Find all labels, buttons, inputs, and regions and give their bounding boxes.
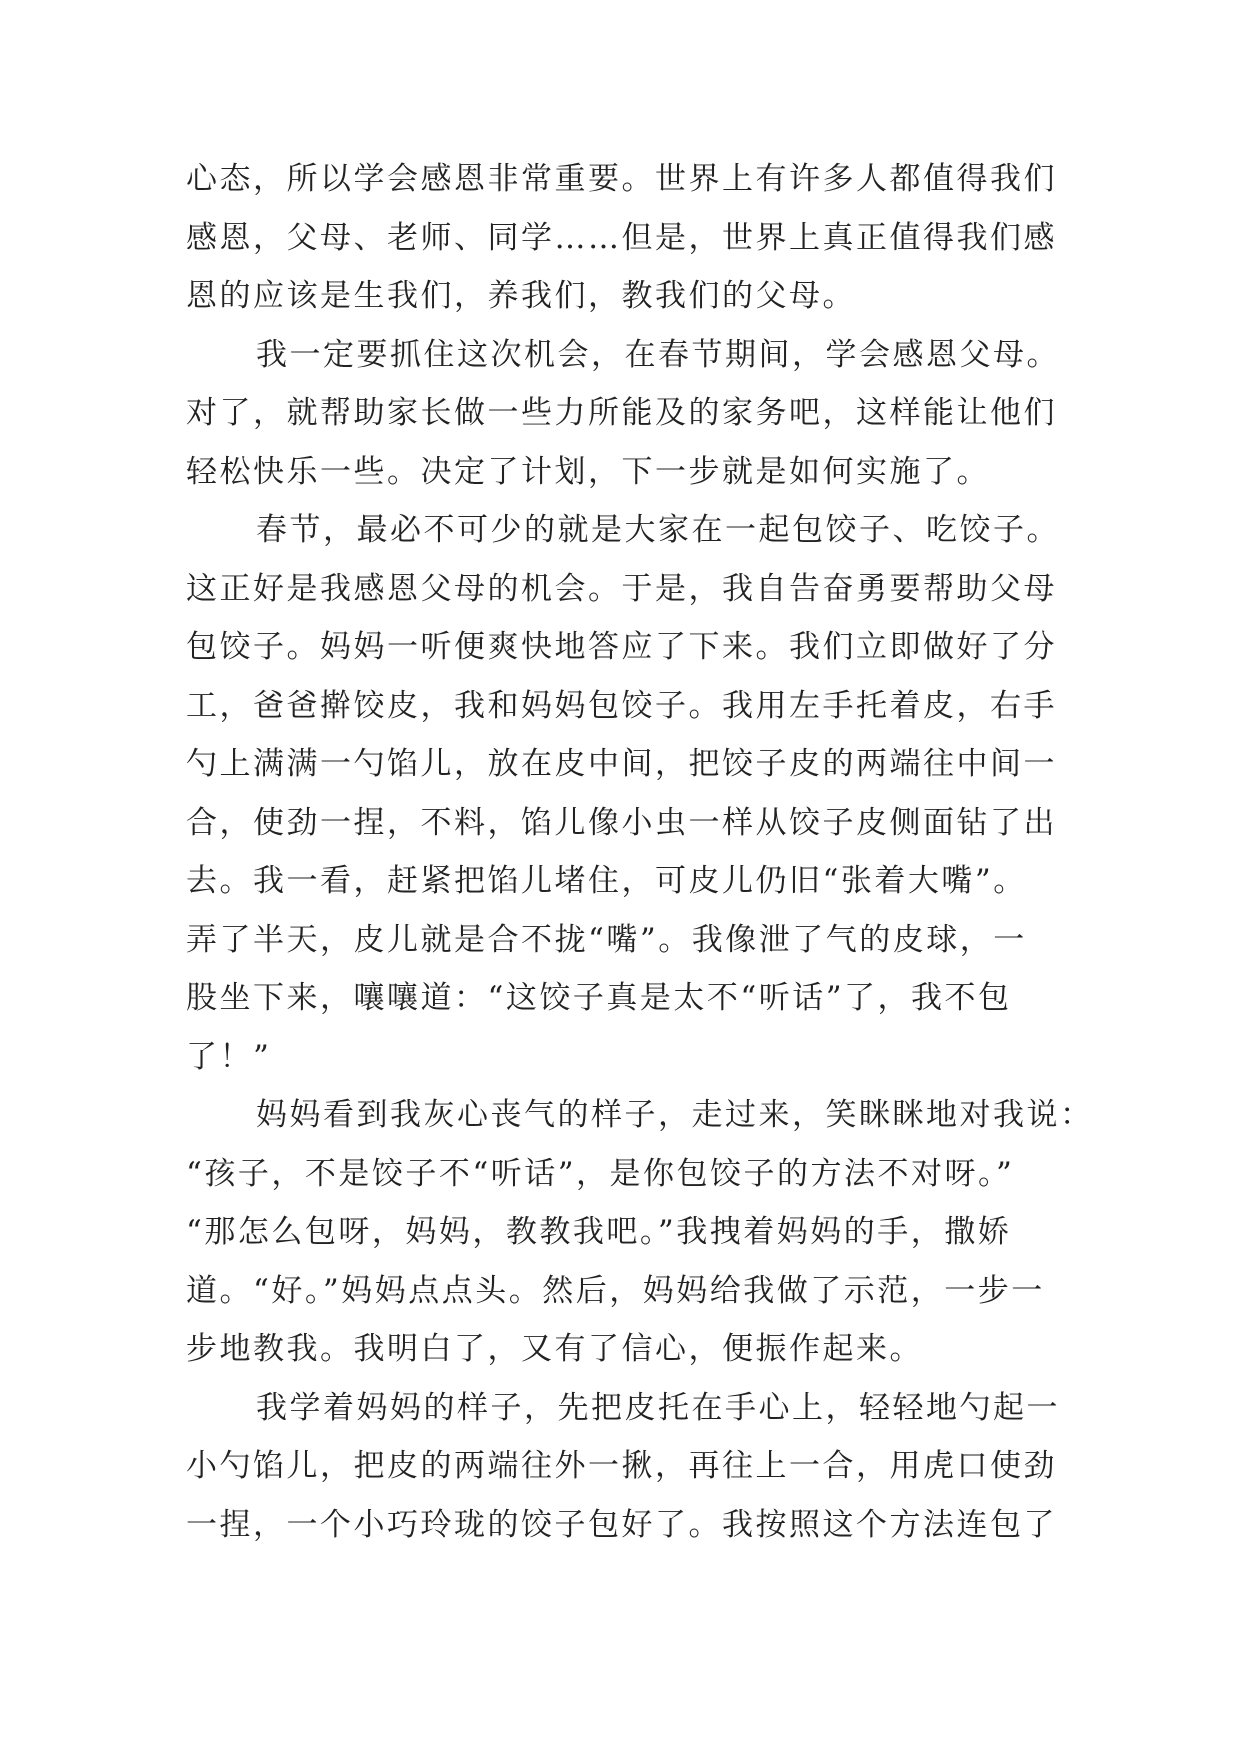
text-line: 工，爸爸擀饺皮，我和妈妈包饺子。我用左手托着皮，右手 <box>186 687 1057 724</box>
text-line: 道。“好。”妈妈点点头。然后，妈妈给我做了示范，一步一 <box>186 1272 1045 1309</box>
text-line: 包饺子。妈妈一听便爽快地答应了下来。我们立即做好了分 <box>186 629 1057 665</box>
text-line: 这正好是我感恩父母的机会。于是，我自告奋勇要帮助父母 <box>186 570 1057 607</box>
paragraph-first-line: 我一定要抓住这次机会，在春节期间，学会感恩父母。 <box>256 336 1060 373</box>
essay-body <box>186 150 1094 1554</box>
text-line: “那怎么包呀，妈妈，教教我吧。”我拽着妈妈的手，撒娇 <box>186 1214 1012 1250</box>
text-line: 合，使劲一捏，不料，馅儿像小虫一样从饺子皮侧面钻了出 <box>186 804 1057 841</box>
text-line: 恩的应该是生我们，养我们，教我们的父母。 <box>186 278 856 314</box>
text-line: 了！” <box>186 1038 272 1075</box>
text-line: 感恩，父母、老师、同学……但是，世界上真正值得我们感 <box>186 219 1057 256</box>
paragraph-first-line: 我学着妈妈的样子，先把皮托在手心上，轻轻地勺起一 <box>256 1389 1060 1426</box>
text-line: “孩子，不是饺子不“听话”，是你包饺子的方法不对呀。” <box>186 1155 1015 1192</box>
text-line: 心态，所以学会感恩非常重要。世界上有许多人都值得我们 <box>186 161 1057 197</box>
paragraph-first-line: 妈妈看到我灰心丧气的样子，走过来，笑眯眯地对我说： <box>256 1097 1094 1133</box>
text-line: 弄了半天，皮儿就是合不拢“嘴”。我像泄了气的皮球，一 <box>186 921 1027 958</box>
text-line: 勺上满满一勺馅儿，放在皮中间，把饺子皮的两端往中间一 <box>186 746 1057 782</box>
text-line: 股坐下来，嚷嚷道：“这饺子真是太不“听话”了，我不包 <box>186 980 1012 1016</box>
text-line: 去。我一看，赶紧把馅儿堵住，可皮儿仍旧“张着大嘴”。 <box>186 863 1027 899</box>
text-line: 轻松快乐一些。决定了计划，下一步就是如何实施了。 <box>186 453 990 490</box>
text-line: 小勺馅儿，把皮的两端往外一揪，再往上一合，用虎口使劲 <box>186 1448 1057 1484</box>
text-line: 一捏，一个小巧玲珑的饺子包好了。我按照这个方法连包了 <box>186 1506 1057 1543</box>
text-line: 步地教我。我明白了，又有了信心，便振作起来。 <box>186 1331 923 1367</box>
text-line: 对了，就帮助家长做一些力所能及的家务吧，这样能让他们 <box>186 395 1057 431</box>
paragraph-first-line: 春节，最必不可少的就是大家在一起包饺子、吃饺子。 <box>256 512 1060 548</box>
